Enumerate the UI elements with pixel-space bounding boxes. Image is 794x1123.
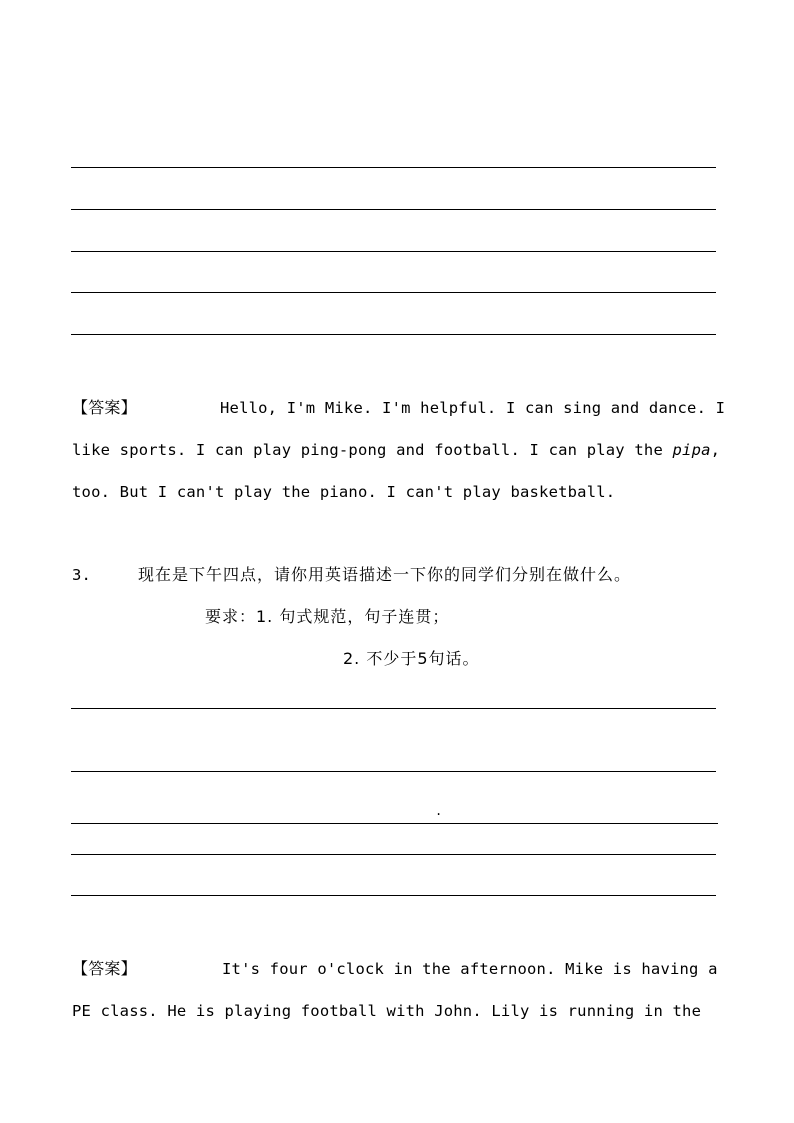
answer-italic-word: pipa <box>672 441 711 459</box>
answer-label: 【答案】 <box>72 959 137 978</box>
answer-text-line: PE class. He is playing football with John. Lily is running in the <box>72 1002 702 1020</box>
answer-text-line: Hello, I'm Mike. I'm helpful. I can sing and dance. I <box>220 399 726 417</box>
question-prompt: 现在是下午四点，请你用英语描述一下你的同学们分别在做什么。 <box>138 565 632 584</box>
question-number: 3. <box>72 566 92 584</box>
question-requirement: 2. 不少于5句话。 <box>343 649 480 668</box>
answer-text-line: too. But I can't play the piano. I can't play basketball. <box>72 483 616 501</box>
writing-line <box>71 771 716 772</box>
answer-text-line <box>72 440 720 460</box>
answer-label: 【答案】 <box>72 398 137 417</box>
writing-line <box>71 895 716 896</box>
stray-mark: . <box>435 804 443 818</box>
answer-text-line: It's four o'clock in the afternoon. Mike is having a <box>222 960 718 978</box>
writing-line <box>71 854 716 855</box>
writing-line <box>71 823 718 824</box>
writing-line <box>71 708 716 709</box>
writing-line <box>71 251 716 252</box>
writing-line <box>71 209 716 210</box>
writing-line <box>71 334 716 335</box>
answer-text-segment: , <box>710 441 721 459</box>
answer-text-segment: like sports. I can play ping-pong and football. I can play the <box>72 441 673 459</box>
writing-line <box>71 167 716 168</box>
question-requirement: 要求：1. 句式规范，句子连贯； <box>205 607 450 626</box>
writing-line <box>71 292 716 293</box>
